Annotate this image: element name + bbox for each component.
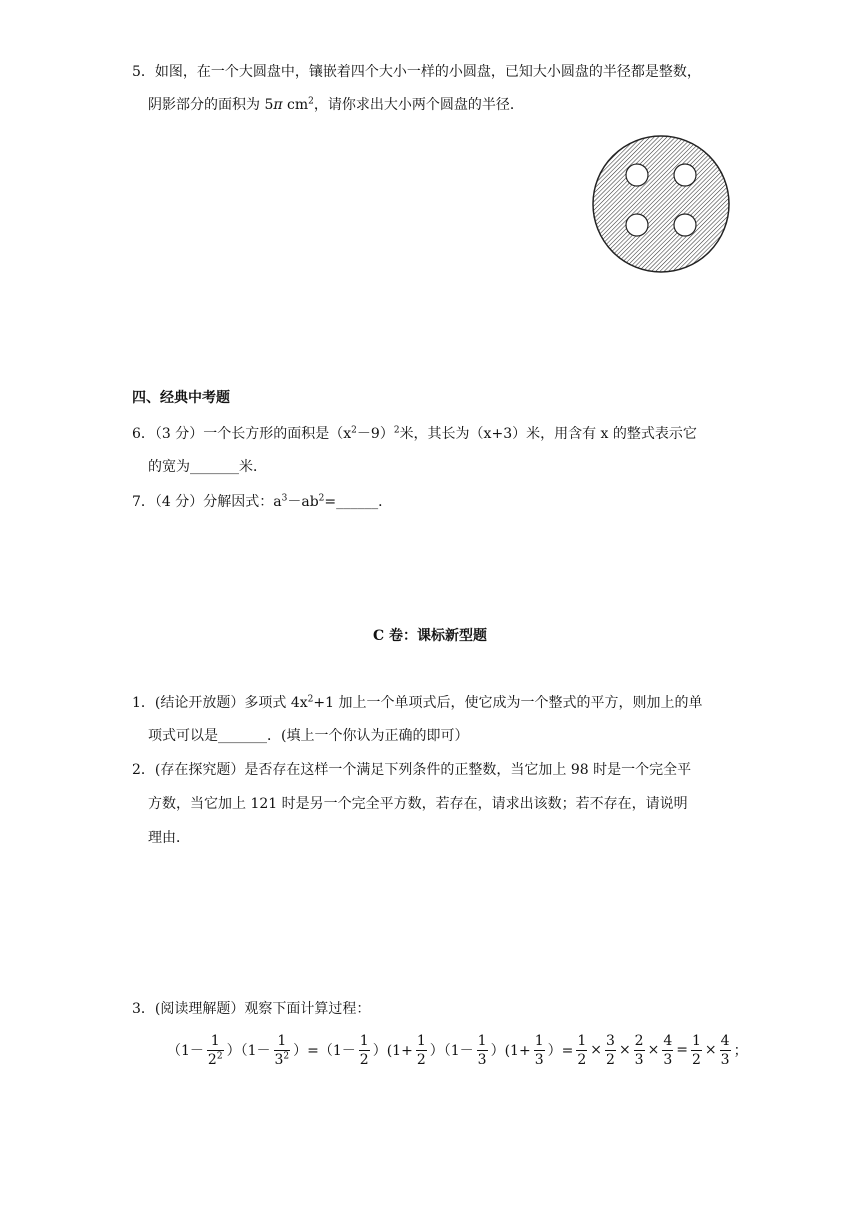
small-disk-bottom-right — [674, 214, 696, 236]
small-disk-bottom-left — [626, 214, 648, 236]
c-q1-line1: 1．(结论开放题）多项式 $4x^2+1$ 加上一个单项式后，使它成为一个整式的平方，则加上的单 — [132, 694, 703, 711]
fraction: $\frac{1}{2}$ — [416, 1032, 426, 1068]
fraction: $\frac{3}{2}$ — [606, 1032, 615, 1068]
c-q2-line3: 理由． — [148, 830, 190, 846]
fraction: $\frac{1}{2}$ — [577, 1032, 587, 1068]
fraction: $\frac{1}{2^2}$ — [207, 1032, 223, 1068]
q5-line2: 阴影部分的面积为 5π $cm^2$，请你求出大小两个圆盘的半径． — [148, 96, 524, 113]
fraction: $\frac{1}{3}$ — [477, 1032, 487, 1068]
formula-text: ）(1+ — [372, 1043, 413, 1059]
formula-text: （1－ — [167, 1043, 204, 1059]
formula-text: ）（1－ — [226, 1043, 271, 1059]
q6-line2: 的宽为_______米． — [148, 459, 267, 475]
times-sign: × — [590, 1042, 603, 1058]
small-disk-top-right — [674, 164, 696, 186]
fraction: $\frac{4}{3}$ — [663, 1032, 673, 1068]
formula-text: ）= — [547, 1043, 574, 1059]
big-disk — [593, 136, 729, 272]
section-c-heading: C 卷：课标新型题 — [372, 628, 488, 644]
small-disk-top-left — [626, 164, 648, 186]
c-q1-line2: 项式可以是_______．(填上一个你认为正确的即可） — [148, 728, 469, 744]
equals-sign: = — [676, 1042, 688, 1058]
formula-text: ）（1－ — [429, 1043, 474, 1059]
c-q2-line1: 2．(存在探究题）是否存在这样一个满足下列条件的正整数，当它加上 98 时是一个完全平 — [132, 762, 692, 778]
fraction: $\frac{1}{3^2}$ — [274, 1032, 290, 1068]
disk-figure — [590, 133, 732, 275]
times-sign: × — [618, 1042, 631, 1058]
q7-line: 7．（4 分）分解因式：$a^3-ab^2=\_\_\_\_\_\_$． — [132, 493, 393, 510]
formula-text: ）(1+ — [490, 1043, 531, 1059]
q5-line1: 5．如图，在一个大圆盘中，镶嵌着四个大小一样的小圆盘，已知大小圆盘的半径都是整数， — [132, 64, 701, 80]
fraction: $\frac{4}{3}$ — [720, 1032, 730, 1068]
fraction: $\frac{1}{2}$ — [359, 1032, 369, 1068]
fraction: $\frac{2}{3}$ — [634, 1032, 644, 1068]
formula-text: ）=（1－ — [293, 1043, 356, 1059]
times-sign: × — [647, 1042, 660, 1058]
fraction: $\frac{1}{3}$ — [534, 1032, 544, 1068]
q6-line1: 6．（3 分）一个长方形的面积是$(x^2-9)^2$米，其长为（x+3）米，用含有 x 的整式表示它 — [132, 425, 697, 442]
c-q3-formula — [166, 1026, 749, 1074]
c-q2-line2: 方数，当它加上 121 时是另一个完全平方数，若存在，请求出该数；若不存在，请说明 — [148, 796, 688, 812]
formula-text: ； — [733, 1043, 748, 1059]
section-four-heading: 四、经典中考题 — [132, 390, 230, 406]
times-sign: × — [704, 1042, 717, 1058]
fraction: $\frac{1}{2}$ — [691, 1032, 701, 1068]
c-q3-line1: 3．(阅读理解题）观察下面计算过程： — [132, 1001, 371, 1017]
